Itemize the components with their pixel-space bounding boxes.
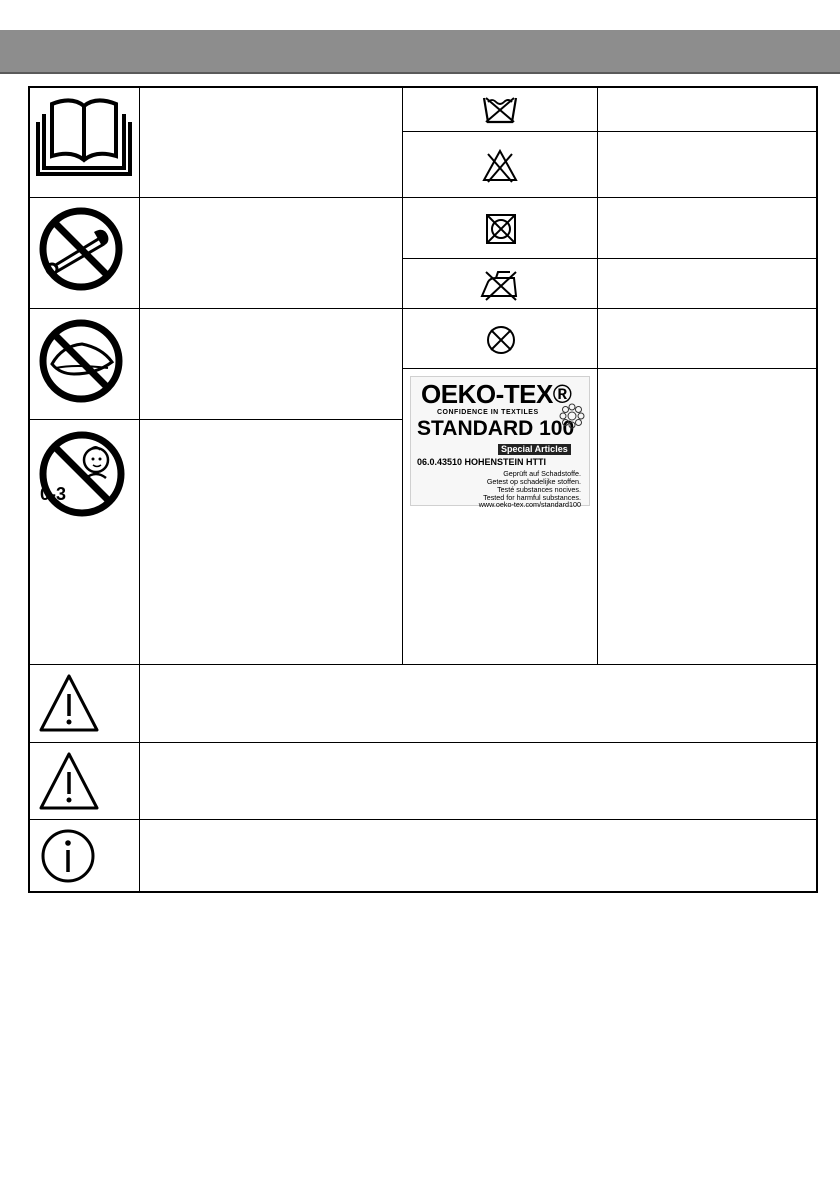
oeko-tex-line: Testé substances nocives. bbox=[497, 485, 581, 494]
oeko-tex-label bbox=[410, 376, 590, 509]
do-not-wash-icon bbox=[482, 94, 518, 126]
oeko-tex-line: Tested for harmful substances. bbox=[483, 493, 581, 502]
oeko-tex-line: Geprüft auf Schadstoffe. bbox=[503, 469, 581, 478]
oeko-tex-brand: OEKO-TEX® bbox=[421, 379, 572, 409]
oeko-tex-tagline: CONFIDENCE IN TEXTILES bbox=[437, 409, 539, 416]
no-safety-pin-icon bbox=[38, 206, 124, 292]
warning-icon bbox=[38, 672, 100, 734]
oeko-tex-flower-logo bbox=[557, 401, 587, 436]
svg-text:0-3: 0-3 bbox=[40, 484, 67, 504]
do-not-dry-clean-icon bbox=[485, 324, 517, 356]
do-not-tumble-dry-icon bbox=[484, 212, 518, 246]
oeko-tex-standard: STANDARD 100 bbox=[417, 417, 575, 440]
do-not-bleach-icon bbox=[482, 148, 518, 184]
no-pillow-icon bbox=[38, 318, 124, 404]
not-for-children-0-3-icon bbox=[38, 430, 126, 518]
read-manual-icon bbox=[34, 92, 134, 177]
do-not-iron-icon bbox=[480, 268, 520, 302]
caution-icon bbox=[38, 750, 100, 812]
oeko-tex-certificate-code: 06.0.43510 HOHENSTEIN HTTI bbox=[417, 457, 547, 467]
info-icon bbox=[40, 828, 96, 884]
section-header-bar bbox=[0, 30, 840, 74]
oeko-tex-line: Getest op schadelijke stoffen. bbox=[486, 477, 581, 486]
oeko-tex-url: www.oeko-tex.com/standard100 bbox=[478, 500, 581, 509]
oeko-tex-special-articles: Special Articles bbox=[498, 444, 571, 455]
